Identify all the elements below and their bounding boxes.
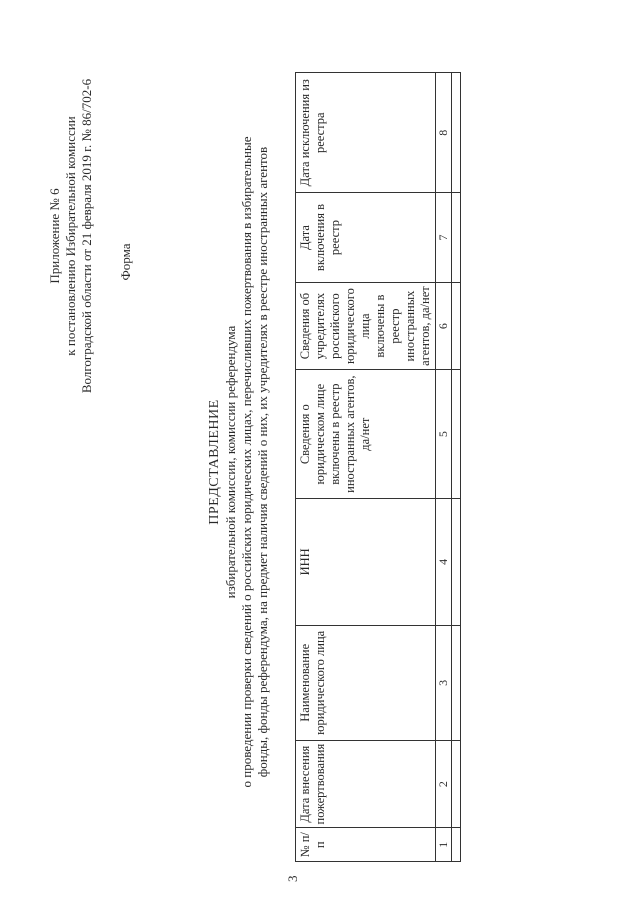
table-cell — [452, 193, 461, 282]
column-number: 2 — [436, 740, 452, 828]
table-cell — [452, 740, 461, 828]
header-founders-in-registry: Сведения об учредителях российского юридического лица включены в реестр иностранных агентов, да/нет — [296, 282, 436, 370]
table-cell — [452, 498, 461, 625]
title-line-1: избирательной комиссии, комиссии референдума — [223, 325, 238, 599]
document-title: ПРЕДСТАВЛЕНИЕ — [207, 399, 222, 525]
header-entity-in-registry: Сведения о юридическом лице включены в реестр иностранных агентов, да/нет — [296, 370, 436, 498]
column-numbers-row — [436, 73, 452, 862]
column-number: 7 — [436, 193, 452, 282]
header-exclusion-date: Дата исключения из реестра — [296, 73, 436, 193]
title-line-2: о проведении проверки сведений о российских юридических лицах, перечисливших пожертвования в избирательные — [239, 136, 254, 788]
column-number: 5 — [436, 370, 452, 498]
column-number: 6 — [436, 282, 452, 370]
header-donation-date: Дата внесения пожертвования — [296, 740, 436, 828]
table-row — [452, 73, 461, 862]
rotated-page — [20, 22, 620, 882]
header-number: № п/п — [296, 828, 436, 862]
header-entity-name: Наименование юридического лица — [296, 625, 436, 740]
column-number: 8 — [436, 73, 452, 193]
column-number: 4 — [436, 498, 452, 625]
table-header-row — [296, 73, 436, 862]
appendix-line-3: Волгоградской области от 21 февраля 2019 г. № 86/702-6 — [79, 78, 94, 394]
form-label: Форма — [118, 243, 133, 281]
table-cell — [452, 370, 461, 498]
column-number: 3 — [436, 625, 452, 740]
header-inn: ИНН — [296, 498, 436, 625]
appendix-line-2: к постановлению Избирательной комиссии — [63, 116, 78, 356]
appendix-line-1: Приложение № 6 — [47, 188, 62, 284]
table-cell — [452, 625, 461, 740]
registry-table — [295, 72, 461, 862]
document-title-block — [207, 62, 271, 862]
title-line-3: фонды, фонды референдума, на предмет наличия сведений о них, их учредителях в реестре иностранных агентов — [255, 146, 270, 778]
appendix-header — [47, 66, 95, 406]
table-cell — [452, 73, 461, 193]
page-number: 3 — [285, 875, 300, 882]
table-cell — [452, 828, 461, 862]
table-cell — [452, 282, 461, 370]
header-inclusion-date: Дата включения в реестр — [296, 193, 436, 282]
column-number: 1 — [436, 828, 452, 862]
